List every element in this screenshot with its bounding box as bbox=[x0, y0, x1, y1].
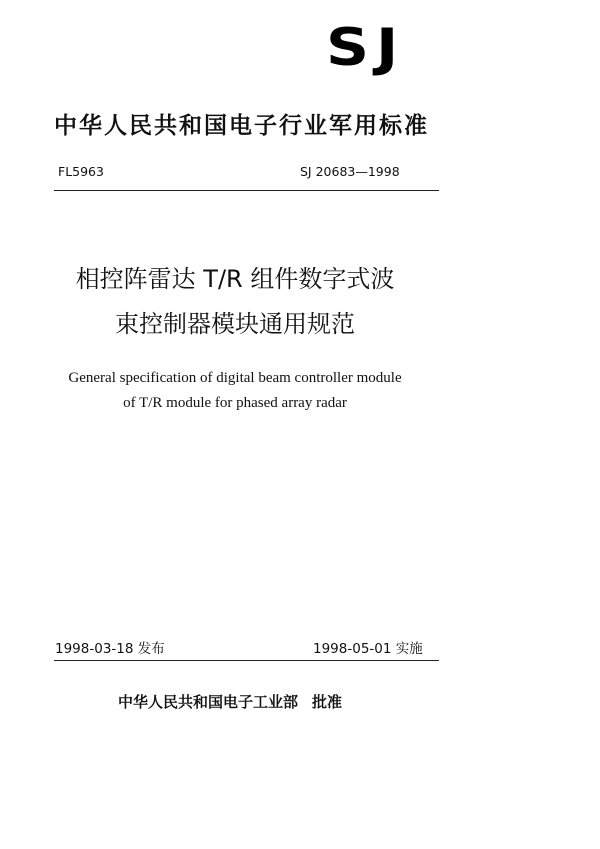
effective-date: 1998-05-01 实施 bbox=[313, 641, 423, 657]
header-divider bbox=[54, 190, 439, 191]
standard-category: 中华人民共和国电子行业军用标准 bbox=[54, 113, 429, 139]
issue-date: 1998-03-18 发布 bbox=[55, 641, 165, 657]
issuer-line bbox=[118, 692, 342, 712]
title-en-line-1: General specification of digital beam controller module bbox=[68, 370, 402, 386]
title-cn-line-2: 束控制器模块通用规范 bbox=[115, 310, 355, 338]
issuer-name: 中华人民共和国电子工业部 bbox=[118, 693, 299, 711]
approval-label: 批准 bbox=[312, 693, 343, 711]
sj-logo: SJ bbox=[326, 18, 406, 78]
standard-number: SJ 20683—1998 bbox=[300, 164, 400, 179]
classification-code: FL5963 bbox=[58, 164, 104, 179]
title-en-line-2: of T/R module for phased array radar bbox=[123, 395, 347, 411]
title-cn-line-1: 相控阵雷达 T/R 组件数字式波 bbox=[75, 265, 395, 293]
footer-divider bbox=[54, 660, 439, 661]
